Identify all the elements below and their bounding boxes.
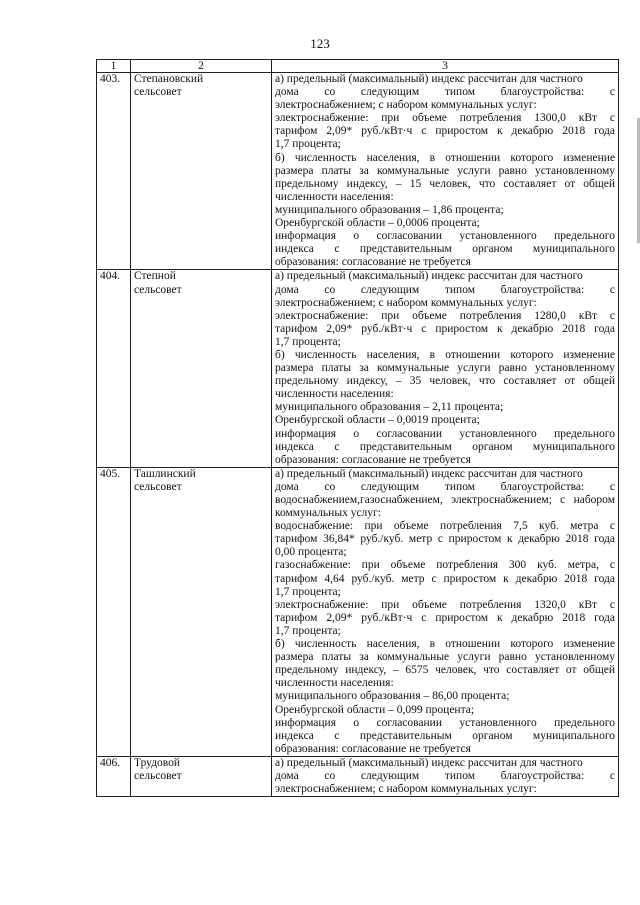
description-line: коммунальных услуг: bbox=[275, 507, 381, 520]
page-number: 123 bbox=[310, 36, 330, 51]
description-line: 1,7 процента; bbox=[275, 335, 341, 348]
municipality-name-line: Степной bbox=[134, 270, 176, 283]
index-description bbox=[272, 73, 619, 270]
description-line: численности населения: bbox=[275, 677, 394, 690]
description-line: а) предельный (максимальный) индекс рассчитан для частного bbox=[275, 467, 583, 480]
description-line: б) численность населения, в отношении которого изменение bbox=[275, 348, 615, 361]
description-line: газоснабжение: при объеме потребления 300 куб. метра, с bbox=[275, 559, 615, 572]
description-line: дома со следующим типом благоустройства: с bbox=[275, 86, 615, 99]
row-number: 404. bbox=[97, 270, 131, 467]
table-header-row bbox=[97, 60, 619, 73]
municipality-name bbox=[131, 73, 272, 270]
description-line: предельному индексу, – 15 человек, что составляет от общей bbox=[275, 177, 615, 190]
description-line: электроснабжением; с набором коммунальных услуг: bbox=[275, 99, 537, 112]
description-line: б) численность населения, в отношении которого изменение bbox=[275, 638, 615, 651]
description-line: электроснабжением; с набором коммунальных услуг: bbox=[275, 783, 537, 796]
description-line: дома со следующим типом благоустройства: с bbox=[275, 283, 615, 296]
table-body bbox=[97, 73, 619, 797]
description-line: тарифом 36,84* руб./куб. метр с приростом к декабрю 2018 года bbox=[275, 533, 615, 546]
column-header-municipality: 2 bbox=[131, 60, 272, 73]
description-line: информация о согласовании установленного предельного bbox=[275, 427, 615, 440]
description-line: образования: согласование не требуется bbox=[275, 742, 471, 755]
description-line: Оренбургской области – 0,0019 процента; bbox=[275, 414, 480, 427]
description-line: дома со следующим типом благоустройства: с bbox=[275, 480, 615, 493]
description-line: муниципального образования – 1,86 процента; bbox=[275, 203, 504, 216]
description-line: индекса с представительным органом муниципального bbox=[275, 729, 615, 742]
description-line: электроснабжение: при объеме потребления 1300,0 кВт с bbox=[275, 112, 615, 125]
row-number: 406. bbox=[97, 756, 131, 796]
description-line: тарифом 2,09* руб./кВт·ч с приростом к декабрю 2018 года bbox=[275, 611, 615, 624]
table-row bbox=[97, 270, 619, 467]
row-number: 405. bbox=[97, 467, 131, 756]
description-line: водоснабжение: при объеме потребления 7,5 куб. метра с bbox=[275, 520, 615, 533]
municipality-name bbox=[131, 467, 272, 756]
description-line: а) предельный (максимальный) индекс рассчитан для частного bbox=[275, 270, 583, 283]
description-line: предельному индексу, – 35 человек, что составляет от общей bbox=[275, 375, 615, 388]
description-line: а) предельный (максимальный) индекс рассчитан для частного bbox=[275, 73, 583, 85]
table-row bbox=[97, 73, 619, 270]
index-description bbox=[272, 756, 619, 796]
municipality-name-line: сельсовет bbox=[134, 769, 182, 782]
municipality-name bbox=[131, 756, 272, 796]
row-number: 403. bbox=[97, 73, 131, 270]
description-line: тарифом 2,09* руб./кВт·ч с приростом к декабрю 2018 года bbox=[275, 322, 615, 335]
column-header-number: 1 bbox=[97, 60, 131, 73]
description-line: численности населения: bbox=[275, 388, 394, 401]
municipality-name-line: Ташлинский bbox=[134, 467, 196, 480]
description-line: а) предельный (максимальный) индекс рассчитан для частного bbox=[275, 756, 583, 769]
description-line: информация о согласовании установленного предельного bbox=[275, 230, 615, 243]
municipality-name bbox=[131, 270, 272, 467]
description-line: б) численность населения, в отношении которого изменение bbox=[275, 151, 615, 164]
tariff-table bbox=[96, 59, 619, 797]
index-description bbox=[272, 270, 619, 467]
description-line: образования: согласование не требуется bbox=[275, 256, 471, 269]
description-line: муниципального образования – 2,11 процента; bbox=[275, 401, 504, 414]
description-line: индекса с представительным органом муниципального bbox=[275, 440, 615, 453]
description-line: 1,7 процента; bbox=[275, 624, 341, 637]
description-line: электроснабжением; с набором коммунальных услуг: bbox=[275, 296, 537, 309]
description-line: численности населения: bbox=[275, 190, 394, 203]
description-line: размера платы за коммунальные услуги равно установленному bbox=[275, 164, 615, 177]
description-line: дома со следующим типом благоустройства: с bbox=[275, 769, 615, 782]
municipality-name-line: сельсовет bbox=[134, 86, 182, 99]
municipality-name-line: сельсовет bbox=[134, 480, 182, 493]
index-description bbox=[272, 467, 619, 756]
description-line: электроснабжение: при объеме потребления 1320,0 кВт с bbox=[275, 598, 615, 611]
description-line: водоснабжением,газоснабжением, электроснабжением; с набором bbox=[275, 494, 615, 506]
description-line: Оренбургской области – 0,099 процента; bbox=[275, 703, 475, 716]
description-line: тарифом 4,64 руб./куб. метр с приростом к декабрю 2018 года bbox=[275, 572, 615, 585]
table-row bbox=[97, 756, 619, 796]
description-line: 1,7 процента; bbox=[275, 585, 341, 598]
column-header-description: 3 bbox=[272, 60, 619, 73]
municipality-name-line: Трудовой bbox=[134, 756, 181, 769]
description-line: 0,00 процента; bbox=[275, 546, 347, 559]
description-line: тарифом 2,09* руб./кВт·ч с приростом к декабрю 2018 года bbox=[275, 125, 615, 138]
description-line: размера платы за коммунальные услуги равно установленному bbox=[275, 362, 615, 375]
municipality-name-line: сельсовет bbox=[134, 283, 182, 296]
description-line: муниципального образования – 86,00 процента; bbox=[275, 690, 510, 703]
description-line: образования: согласование не требуется bbox=[275, 453, 471, 466]
municipality-name-line: Степановский bbox=[134, 73, 204, 85]
description-line: размера платы за коммунальные услуги равно установленному bbox=[275, 651, 615, 664]
description-line: 1,7 процента; bbox=[275, 138, 341, 151]
description-line: предельному индексу, – 6575 человек, что составляет от общей bbox=[275, 664, 615, 677]
table-row bbox=[97, 467, 619, 756]
description-line: информация о согласовании установленного предельного bbox=[275, 716, 615, 729]
description-line: электроснабжение: при объеме потребления 1280,0 кВт с bbox=[275, 309, 615, 322]
description-line: индекса с представительным органом муниципального bbox=[275, 243, 615, 256]
description-line: Оренбургской области – 0,0006 процента; bbox=[275, 217, 480, 230]
